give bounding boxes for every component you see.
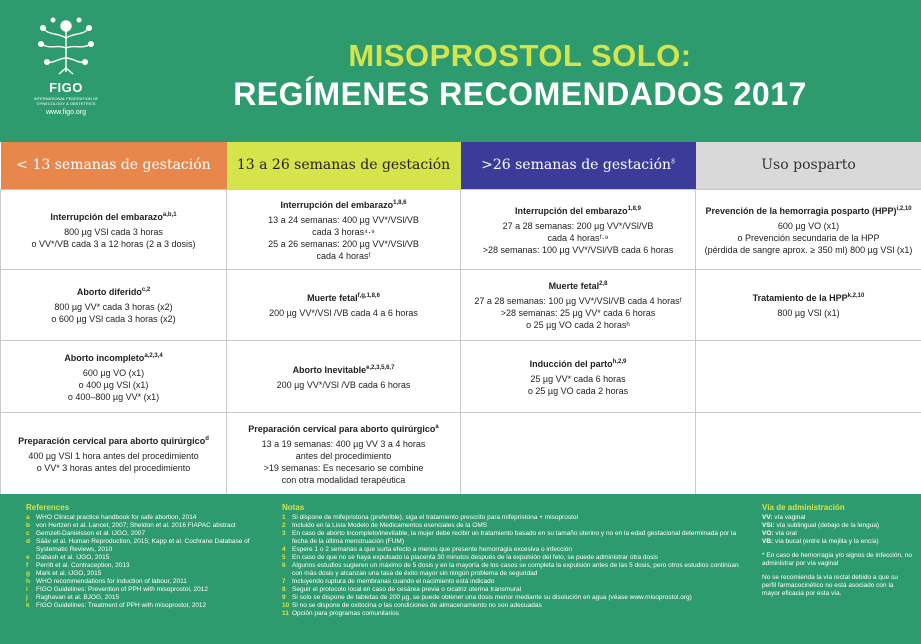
- note-item-text: Si dispone de mifepristona (preferible), siga el tratamiento prescrito para mifepristona + misoprostol: [292, 514, 578, 521]
- regimen-table: [0, 142, 921, 495]
- administration-route-section: [762, 504, 912, 598]
- reference-item-key: c: [26, 530, 30, 537]
- regimen-title: [233, 197, 454, 211]
- notes-heading: Notas: [282, 503, 305, 512]
- note-item: [282, 554, 750, 562]
- logo-brand: FIGO: [49, 80, 83, 95]
- column-header: [227, 142, 461, 189]
- regimen-title-text: Interrupción del embarazo: [280, 199, 394, 210]
- reference-item-key: i: [26, 586, 28, 593]
- note-item-key: 4: [282, 546, 286, 553]
- note-item: [282, 594, 750, 602]
- regimen-cell: [461, 189, 696, 269]
- regimen-title-text: Preparación cervical para aborto quirúrgico: [18, 435, 206, 446]
- regimen-cell: [1, 269, 227, 340]
- regimen-line: >19 semanas: Es necesario se combine: [263, 462, 424, 473]
- reference-item-text: Perritt et al. Contraception, 2013: [36, 562, 130, 569]
- regimen-cell: [227, 269, 461, 340]
- note-item-text: Seguir el protocolo local en caso de cesárea previa o cicatriz uterina transmural: [292, 586, 522, 593]
- regimen-line: cada 4 horasᶠ·⁹: [547, 232, 609, 243]
- reference-item-text: Mark et al. IJGO, 2015: [36, 570, 102, 577]
- regimen-title: [467, 203, 689, 217]
- regimen-title: [467, 356, 689, 370]
- note-item: [282, 602, 750, 610]
- regimen-title-text: Aborto diferido: [76, 287, 142, 297]
- reference-item: [26, 562, 276, 570]
- table-row: [1, 189, 921, 269]
- note-item-key: 6: [282, 562, 286, 569]
- reference-item-key: f: [26, 562, 29, 569]
- regimen-line: cada 4 horasᶠ: [316, 250, 371, 261]
- regimen-line: (pérdida de sangre aprox. ≥ 350 ml) 800 µg VSl (x1): [704, 244, 913, 255]
- via-item: [762, 530, 912, 538]
- reference-item-key: a: [26, 514, 30, 521]
- note-item: [282, 562, 750, 578]
- table-row: [1, 412, 921, 494]
- regimen-title: [233, 290, 454, 304]
- note-item-text: En caso de que no se haya expulsado la placenta 30 minutos después de la expulsión del feto, se puede administrar otra dosis: [292, 554, 659, 561]
- regimen-line: >28 semanas: 25 µg VV* cada 6 horas: [500, 308, 656, 318]
- regimen-title-sup: 1,8,9: [627, 205, 641, 212]
- via-text: vía vaginal: [774, 514, 806, 521]
- reference-item-text: Raghavan et al. BJOG, 2015: [36, 594, 120, 601]
- reference-item-key: k: [26, 602, 30, 609]
- regimen-line: 800 µg VSl (x1): [777, 308, 840, 318]
- via-abbr: VB:: [762, 538, 774, 545]
- regimen-cell: [696, 269, 921, 340]
- regimen-title-sup: 2,8: [599, 281, 608, 287]
- reference-item-text: FIGO Guidelines: Treatment of PPH with misoprostol, 2012: [36, 602, 207, 609]
- regimen-title-text: Preparación cervical para aborto quirúrgico: [248, 423, 436, 434]
- table-row: [1, 269, 921, 340]
- regimen-title: [7, 433, 220, 447]
- regimen-title-sup: c,2: [141, 287, 151, 293]
- reference-item-text: Gemzell-Danielsson et al. IJGO, 2007: [36, 530, 146, 537]
- regimen-title: [233, 421, 454, 435]
- regimen-line: 13 a 19 semanas: 400 µg VV 3 a 4 horas: [261, 438, 426, 449]
- figo-logo[interactable]: [30, 14, 102, 130]
- note-item-key: 10: [282, 602, 290, 609]
- header: [0, 0, 921, 142]
- column-header: [1, 142, 227, 189]
- via-item: [762, 538, 912, 546]
- column-header-label: >26 semanas de gestación: [481, 157, 672, 174]
- regimen-title-sup: k,2,10: [847, 293, 865, 299]
- reference-item: [26, 522, 276, 530]
- note-item-key: 9: [282, 594, 286, 601]
- note-item-text: Si solo se dispone de tabletas de 200 µg, se puede obtener una dosis menor mediante su disolución en agua (véase www.misoprostol.org): [292, 594, 692, 601]
- via-list: [762, 514, 912, 546]
- column-header: [696, 142, 921, 189]
- note-item-text: Si no se dispone de oxitocina o las condiciones de almacenamiento no son adecuadas: [292, 602, 542, 609]
- references-section: [26, 504, 276, 610]
- note-item: [282, 610, 750, 618]
- regimen-cell: [227, 189, 461, 269]
- page-title-line1: MISOPROSTOL SOLO:: [348, 38, 692, 73]
- footer: [0, 494, 921, 644]
- regimen-cell: [461, 269, 696, 340]
- via-abbr: VV:: [762, 514, 773, 521]
- reference-item-text: FIGO Guidelines: Prevention of PPH with misoprostol, 2012: [36, 586, 208, 593]
- regimen-line: o Prevención secundaria de la HPP: [737, 232, 880, 243]
- regimen-title: [7, 209, 220, 223]
- page-title-line2: REGÍMENES RECOMENDADOS 2017: [233, 76, 807, 112]
- regimen-line: >28 semanas: 100 µg VV*/VSl/VB cada 6 horas: [482, 244, 674, 255]
- logo-url[interactable]: www.figo.org: [45, 109, 87, 116]
- reference-item-key: h: [26, 578, 30, 585]
- reference-item-text: Sääv et al. Human Reproduction, 2015; Kapp et al. Cochrane Database of Systematic Reviews, 2010: [36, 538, 250, 553]
- regimen-line: 200 µg VV*/VSl /VB cada 4 a 6 horas: [269, 308, 418, 318]
- note-item-key: 5: [282, 554, 286, 561]
- regimen-title-text: Inducción del parto: [529, 358, 613, 369]
- regimen-title: [467, 278, 689, 292]
- regimen-title-sup: a: [435, 423, 439, 430]
- note-item-text: Algunos estudios sugieren un máximo de 5 dosis y en la mayoría de los casos se completa la expulsión antes de las 5 dosis, pero otros estudios continúan con más dosis y alcanzan una tasa de éxito mayor sin ningún problema de seguridad: [292, 562, 739, 577]
- regimen-title-text: Muerte fetal: [548, 281, 600, 291]
- regimen-title-text: Interrupción del embarazo: [515, 205, 628, 216]
- via-text: vía sublingual (debajo de la lengua): [776, 522, 880, 529]
- regimen-title-text: Aborto incompleto: [64, 352, 145, 363]
- regimen-line: o 600 µg VSl cada 3 horas (x2): [51, 314, 176, 324]
- via-abbr: VO:: [762, 530, 774, 537]
- references-list: [26, 514, 276, 610]
- column-header-label: Uso posparto: [761, 157, 856, 174]
- note-item: [282, 546, 750, 554]
- regimen-line: o VV* 3 horas antes del procedimiento: [36, 462, 191, 473]
- regimen-title-sup: i,2,10: [896, 205, 912, 212]
- reference-item: [26, 514, 276, 522]
- reference-item-text: Dabash et al. IJGO, 2015: [36, 554, 110, 561]
- regimen-line: o VV*/VB cada 3 a 12 horas (2 a 3 dosis): [31, 238, 196, 249]
- via-text: vía bucal (entre la mejilla y la encía): [775, 538, 879, 545]
- via-item: [762, 522, 912, 530]
- regimen-cell: [696, 412, 921, 494]
- reference-item-key: g: [26, 570, 30, 577]
- table-row: [1, 340, 921, 412]
- note-item: [282, 514, 750, 522]
- regimen-cell: [461, 412, 696, 494]
- regimen-title-sup: a,2,3,4: [144, 352, 163, 359]
- regimen-line: o 400 µg VSl (x1): [78, 379, 149, 390]
- note-item: [282, 586, 750, 594]
- regimen-line: cada 3 horas⁴·⁹: [312, 226, 375, 237]
- regimen-title: [702, 290, 915, 304]
- regimen-title-text: Prevención de la hemorragia posparto (HPP): [705, 205, 897, 216]
- column-header: [461, 142, 696, 189]
- regimen-title-sup: d: [205, 435, 209, 442]
- via-item: [762, 514, 912, 522]
- logo-org: INTERNATIONAL FEDERATION OF GYNECOLOGY & OBSTETRICS: [33, 96, 99, 106]
- regimen-title: [233, 362, 454, 376]
- regimen-line: 200 µg VV*/VSl /VB cada 6 horas: [276, 379, 411, 390]
- reference-item-text: WHO recommendations for induction of labour, 2011: [36, 578, 187, 585]
- regimen-line: o 25 µg VO cada 2 horasʰ: [526, 320, 630, 330]
- note-item-key: 3: [282, 530, 286, 537]
- regimen-line: con otra modalidad terapéutica: [281, 474, 406, 485]
- via-text: vía oral: [775, 530, 797, 537]
- note-item: [282, 530, 750, 546]
- regimen-cell: [696, 340, 921, 412]
- reference-item-key: b: [26, 522, 30, 529]
- regimen-line: o 400–800 µg VV* (x1): [67, 391, 160, 402]
- reference-item-key: e: [26, 554, 30, 561]
- regimen-line: 13 a 24 semanas: 400 µg VV*/VSl/VB: [268, 214, 419, 225]
- regimen-title-sup: h,2,9: [612, 358, 627, 365]
- note-item-text: Incluyendo ruptura de membranas cuando el nacimiento está indicado: [292, 578, 495, 585]
- via-note-2: No se recomienda la vía rectal debido a que su perfil farmacocinético no está asociado con la mayor eficacia por esta vía.: [762, 574, 898, 597]
- column-header-row: [1, 142, 921, 189]
- regimen-title-text: Aborto Inevitable: [292, 364, 367, 375]
- references-heading: References: [26, 503, 70, 512]
- regimen-line: 27 a 28 semanas: 200 µg VV*/VSl/VB: [502, 220, 654, 231]
- reference-item-key: j: [26, 594, 28, 601]
- note-item-key: 2: [282, 522, 286, 529]
- regimen-cell: [227, 412, 461, 494]
- note-item-text: En caso de aborto incompleto/inevitable, la mujer debe recibir un tratamiento basado en su tamaño uterino y no en la edad gestacional determinada por la fecha de la última menstruación (FUM): [292, 530, 737, 545]
- regimen-cell: [461, 340, 696, 412]
- reference-item-text: WHO Clinical practice handbook for safe abortion, 2014: [36, 514, 197, 521]
- note-item-text: Opción para programas comunitarios: [292, 610, 399, 617]
- regimen-title-sup: f,g,1,8,6: [357, 293, 380, 299]
- reference-item-text: von Hertzen et al. Lancet, 2007; Sheldon et al. 2016 FIAPAC abstract: [36, 522, 236, 529]
- reference-item: [26, 602, 276, 610]
- regimen-title-text: Tratamiento de la HPP: [752, 293, 848, 303]
- reference-item: [26, 586, 276, 594]
- regimen-line: antes del procedimiento: [295, 450, 392, 461]
- tree-figure-icon: [35, 14, 97, 78]
- reference-item: [26, 578, 276, 586]
- regimen-line: o 25 µg VO cada 2 horas: [527, 385, 629, 396]
- via-heading: Vía de administración: [762, 503, 845, 512]
- via-abbr: VSl:: [762, 522, 775, 529]
- notes-section: [282, 504, 750, 618]
- note-item-key: 7: [282, 578, 286, 585]
- regimen-line: 600 µg VO (x1): [777, 220, 840, 231]
- regimen-line: 600 µg VO (x1): [82, 367, 145, 378]
- reference-item: [26, 570, 276, 578]
- reference-item: [26, 530, 276, 538]
- reference-item: [26, 538, 276, 554]
- note-item-text: Incluido en la Lista Modelo de Medicamentos esenciales de la OMS: [292, 522, 488, 529]
- regimen-title-sup: a,b,1: [162, 211, 177, 218]
- regimen-line: 27 a 28 semanas: 100 µg VV*/VSl/VB cada 4 horasᶠ: [474, 296, 682, 306]
- regimen-cell: [1, 189, 227, 269]
- column-header-label: 13 a 26 semanas de gestación: [236, 157, 451, 174]
- regimen-line: 25 a 26 semanas: 200 µg VV*/VSl/VB: [268, 238, 419, 249]
- regimen-line: 800 µg VV* cada 3 horas (x2): [54, 302, 173, 312]
- regimen-title-text: Muerte fetal: [307, 293, 358, 303]
- column-header-sup: 8: [671, 158, 675, 166]
- via-note-1: * En caso de hemorragia y/o signos de infección, no administrar por vía vaginal: [762, 552, 912, 567]
- note-item-key: 11: [282, 610, 289, 617]
- regimen-title: [7, 284, 220, 298]
- reference-item-key: d: [26, 538, 30, 545]
- regimen-title-text: Interrupción del embarazo: [50, 211, 163, 222]
- regimen-title-sup: e,2,3,5,6,7: [366, 364, 395, 371]
- note-item: [282, 522, 750, 530]
- reference-item: [26, 554, 276, 562]
- note-item-key: 8: [282, 586, 286, 593]
- regimen-title: [702, 203, 915, 217]
- regimen-cell: [1, 340, 227, 412]
- note-item-key: 1: [282, 514, 286, 521]
- column-header-label: < 13 semanas de gestación: [16, 157, 211, 174]
- notes-list: [282, 514, 750, 618]
- regimen-line: 400 µg VSl 1 hora antes del procedimiento: [28, 450, 199, 461]
- regimen-line: 800 µg VSl cada 3 horas: [64, 226, 163, 237]
- note-item-text: Espere 1 o 2 semanas a que surta efecto a menos que presente hemorragia excesiva o infección: [292, 546, 573, 553]
- regimen-title: [7, 350, 220, 364]
- reference-item: [26, 594, 276, 602]
- regimen-cell: [696, 189, 921, 269]
- regimen-title-sup: 1,8,6: [393, 199, 407, 206]
- note-item: [282, 578, 750, 586]
- regimen-cell: [1, 412, 227, 494]
- regimen-line: 25 µg VV* cada 6 horas: [530, 373, 626, 384]
- regimen-cell: [227, 340, 461, 412]
